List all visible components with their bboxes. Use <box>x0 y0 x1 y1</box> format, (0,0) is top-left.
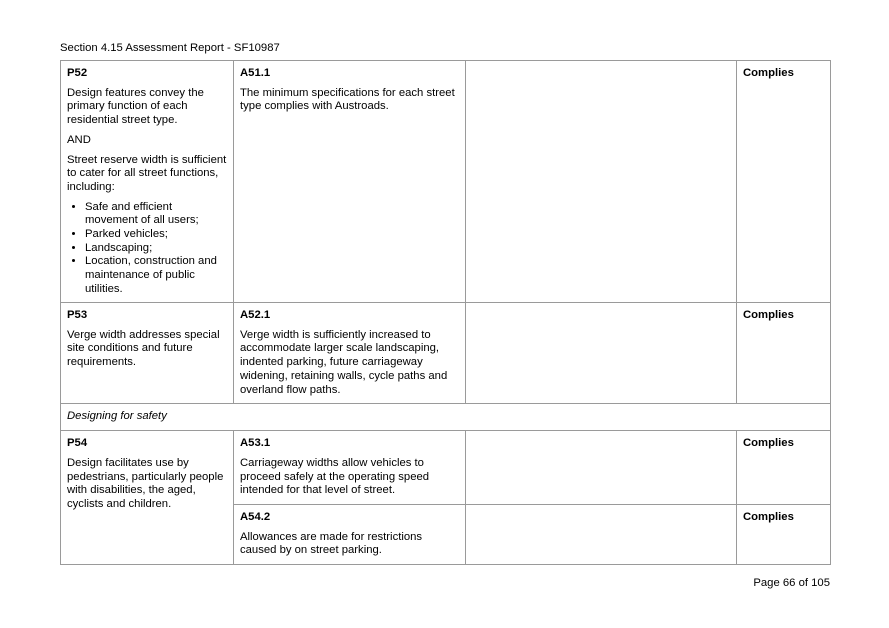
acceptable-solution-cell <box>234 303 466 404</box>
acceptable-solution-cell <box>234 505 466 565</box>
acceptable-code: A54.2 <box>240 511 271 524</box>
comment-cell <box>466 505 737 565</box>
list-item: • Landscaping; <box>85 242 227 256</box>
table-row <box>61 431 831 505</box>
bullet-list <box>67 201 227 297</box>
performance-code: P53 <box>67 309 88 321</box>
performance-criteria-cell <box>61 303 234 404</box>
status-label: Complies <box>743 511 794 524</box>
assessment-table <box>60 60 831 565</box>
table-row <box>61 303 831 404</box>
status-cell <box>737 61 831 303</box>
acceptable-text: Carriageway widths allow vehicles to proceed safely at the operating speed intended for that level of street. <box>240 456 430 497</box>
acceptable-solution-cell <box>234 431 466 505</box>
report-header: Section 4.15 Assessment Report - SF10987 <box>60 42 280 54</box>
status-cell <box>737 431 831 505</box>
list-item: • Safe and efficient movement of all users; <box>85 201 227 228</box>
acceptable-text: Verge width is sufficiently increased to accommodate larger scale landscaping, indented parking, future carriageway widening, retaining walls, cycle paths and overland flow paths. <box>240 328 448 396</box>
comment-cell <box>466 431 737 505</box>
performance-text: AND <box>67 133 91 146</box>
acceptable-text: The minimum specifications for each street type complies with Austroads. <box>240 86 455 113</box>
comment-cell <box>466 303 737 404</box>
performance-text: Design features convey the primary function of each residential street type. <box>67 86 204 127</box>
performance-text: Street reserve width is sufficient to cater for all street functions, including: <box>67 153 227 193</box>
acceptable-code: A53.1 <box>240 437 271 450</box>
list-item: • Location, construction and maintenance of public utilities. <box>85 255 227 296</box>
status-label: Complies <box>743 309 794 321</box>
performance-text: Design facilitates use by pedestrians, particularly people with disabilities, the aged, cyclists and children. <box>67 456 224 511</box>
status-label: Complies <box>743 67 794 79</box>
performance-code: P52 <box>67 67 88 79</box>
status-cell <box>737 303 831 404</box>
status-label: Complies <box>743 437 794 450</box>
page-number: Page 66 of 105 <box>753 577 830 589</box>
acceptable-solution-cell <box>234 61 466 303</box>
acceptable-code: A52.1 <box>240 309 271 321</box>
performance-text: Verge width addresses special site conditions and future requirements. <box>67 328 220 369</box>
performance-criteria-cell <box>61 61 234 303</box>
status-cell <box>737 505 831 565</box>
section-heading: Designing for safety <box>61 404 831 431</box>
performance-code: P54 <box>67 437 88 450</box>
table-row <box>61 61 831 303</box>
acceptable-code: A51.1 <box>240 67 271 79</box>
comment-cell <box>466 61 737 303</box>
section-heading-row <box>61 404 831 431</box>
acceptable-text: Allowances are made for restrictions caused by on street parking. <box>240 530 423 557</box>
performance-criteria-cell <box>61 431 234 565</box>
list-item: • Parked vehicles; <box>85 228 227 242</box>
